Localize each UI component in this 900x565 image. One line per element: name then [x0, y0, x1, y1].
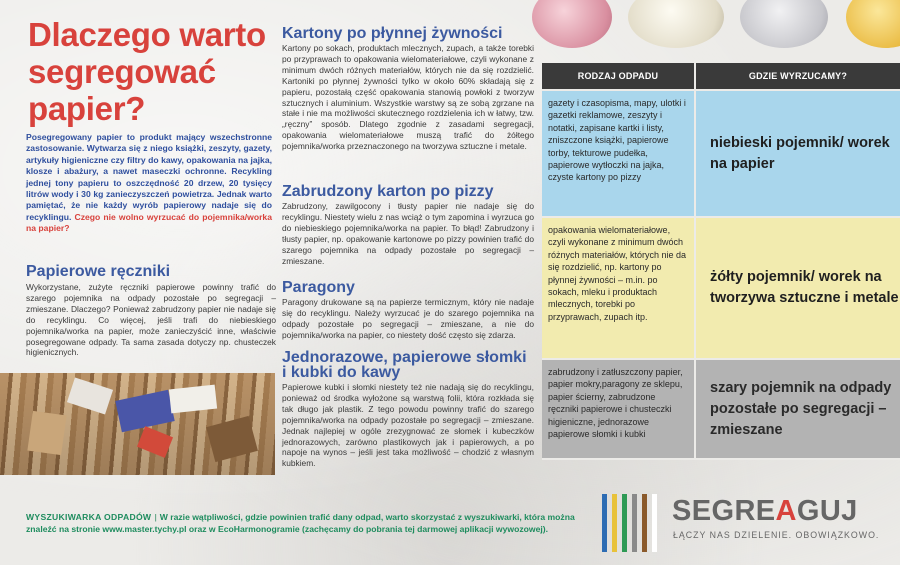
paper-waste-photo: [0, 373, 275, 475]
section-body: Papierowe kubki i słomki niestety też nie nadają się do recyklingu, ponieważ od środka wyłożone są warstwą folii, która rozkłada się tak długo jak plastik. Z tego powodu powinny trafić do szarego pojemnika/worka na odpady pozostałe po segregacji – zmieszane. Jednak najlepiej w ogóle zrezygnować ze słomek i kubeczków jednorazowych, zarówno plastikowych jak i papierowych, a po napoje na wynos – jeśli jest taka możliwość – chodzić z własnym kubkiem.: [282, 382, 534, 469]
section-body: Zabrudzony, zawilgocony i tłusty papier nie nadaje się do recyklingu. Niestety wielu z nas wciąż o tym zapomina i wyrzuca go do niebieskiego pojemnika/worka na papier. To błąd! Zabrudzony i tłusty papier, np. opakowanie kartonowe po pizzy powinien trafić do szarego pojemnika na odpady pozostałe po segregacji – zmieszane.: [282, 201, 534, 266]
crumpled-paper-yellow: [846, 0, 900, 48]
table-row: [542, 218, 900, 360]
destination-cell: szary pojemnik na odpady pozostałe po segregacji – zmieszane: [694, 360, 900, 458]
logo-wordmark: SEGREAGUJ: [672, 495, 858, 527]
section-liquid-cartons: [282, 26, 534, 152]
section-title: Kartony po płynnej żywności: [282, 25, 503, 42]
intro-warning: Czego nie wolno wyrzucać do pojemnika/worka na papier?: [26, 211, 272, 234]
intro-text: Posegregowany papier to produkt mający wszechstronne zastosowanie. Wytwarza się z niego książki, zeszyty, gazety, artykuły higieniczne czy filtry do kawy, opakowania na jajka, klosze i abażury, a nawet maseczki ochronne. Recykling jednej tony papieru to oszczędność 20 drzew, 20 tysięcy litrów wody i 30 kg zanieczyszczeń powietrza. Jednak warto pamiętać, że nie każdy wyrób papierowy nadaje się do recyklingu.: [26, 132, 272, 222]
waste-items-cell: opakowania wielomateriałowe, czyli wykonane z minimum dwóch różnych materiałów, których nie da się rozdzielić, np. kartony po płynnej żywności – m.in. po sokach, mleku i produktach mlecznych, torebki po przyprawach, zupach itp.: [548, 225, 687, 322]
section-title: Papierowe ręczniki: [26, 263, 171, 280]
destination-cell: niebieski pojemnik/ worek na papier: [694, 91, 900, 216]
logo-bars-icon: [602, 494, 662, 554]
waste-items-cell: gazety i czasopisma, mapy, ulotki i gazetki reklamowe, zeszyty i notatki, zapisane kartki i listy, zniszczone książki, papierowe torby, tekturowe pudełka, papierowe wytłoczki na jajka, czyste kartony po pizzy: [548, 98, 686, 183]
section-cups-straws: [282, 350, 534, 469]
table-header: [542, 63, 900, 91]
destination-cell: żółty pojemnik/ worek na tworzywa sztuczne i metale: [694, 218, 900, 358]
table-row: [542, 360, 900, 460]
waste-items-cell: zabrudzony i zatłuszczony papier, papier mokry,paragony ze sklepu, papier ścierny, zabrudzone ręczniki papierowe i chusteczki higieniczne, jednorazowe papierowe słomki i kubki: [548, 367, 683, 440]
section-receipts: [282, 280, 534, 341]
section-body: Wykorzystane, zużyte ręczniki papierowe powinny trafić do szarego pojemnika na odpady pozostałe po segregacji – zmieszane. Dlaczego? Ponieważ zabrudzony papier nie nadaje się do recyklingu. Co więcej, jeśli trafi do niebieskiego pojemnika/worka na papier, może zanieczyścić inne, właściwie posegregowane odpady. Ta sama zasada dotyczy np. chusteczek higienicznych.: [26, 282, 276, 358]
footer-search-info: [26, 512, 586, 535]
footer-label: WYSZUKIWARKA ODPADÓW: [26, 512, 152, 522]
section-paper-towels: [26, 264, 276, 358]
crumpled-paper-pink: [532, 0, 612, 48]
logo-slogan: ŁĄCZY NAS DZIELENIE. OBOWIĄZKOWO.: [673, 530, 880, 540]
section-pizza-box: [282, 184, 534, 266]
intro-block: [26, 132, 272, 235]
crumpled-paper-cream: [628, 0, 724, 48]
page-title: Dlaczego warto segregować papier?: [28, 16, 266, 127]
waste-sorting-table: [542, 63, 900, 460]
column-header-destination: GDZIE WYRZUCAMY?: [694, 63, 900, 89]
section-body: Paragony drukowane są na papierze termicznym, który nie nadaje się do recyklingu. Należy wyrzucać je do szarego pojemnika na odpady pozostałe po segregacji – zmieszane, a nie do pojemnika/worka na papier, co niestety dość często się zdarza.: [282, 297, 534, 340]
footer-separator: |: [154, 512, 157, 522]
segregacja-logo: [602, 494, 892, 554]
table-row: [542, 91, 900, 218]
footer-text: W razie wątpliwości, gdzie powinien trafić dany odpad, warto skorzystać z wyszukiwarki, która można znaleźć na stronie www.master.tychy.pl oraz w EcoHarmonogramie (zachęcamy do pobrania tej darmowej aplikacji wywozowej).: [26, 512, 575, 534]
section-body: Kartony po sokach, produktach mlecznych, zupach, a także torebki po przyprawach to opakowania wielomateriałowe, czyli wykonane z minimum dwóch różnych materiałów, których nie da się rozdzielić. Kartoniki po płynnej żywności tylko w około 60% składają się z papieru, pozostałą część opakowania stanowią powłoki z tworzyw sztucznych i aluminium. Wszystkie warstwy są ze sobą zgrzane na stałe i nie ma możliwości skutecznego rozdzielenia ich w łatwy, tzw. „ręczny” sposób. Dlatego zgodnie z zasadami segregacji, opakowania wielomateriałowe muszą trafić do żółtego pojemnika/worka przeznaczonego na tworzywa sztuczne i metale.: [282, 43, 534, 152]
section-title: Paragony: [282, 279, 355, 296]
crumpled-paper-grey: [740, 0, 828, 48]
section-title: Jednorazowe, papierowe słomki i kubki do kawy: [282, 349, 527, 381]
column-header-waste-type: RODZAJ ODPADU: [577, 71, 659, 81]
section-title: Zabrudzony karton po pizzy: [282, 183, 494, 200]
